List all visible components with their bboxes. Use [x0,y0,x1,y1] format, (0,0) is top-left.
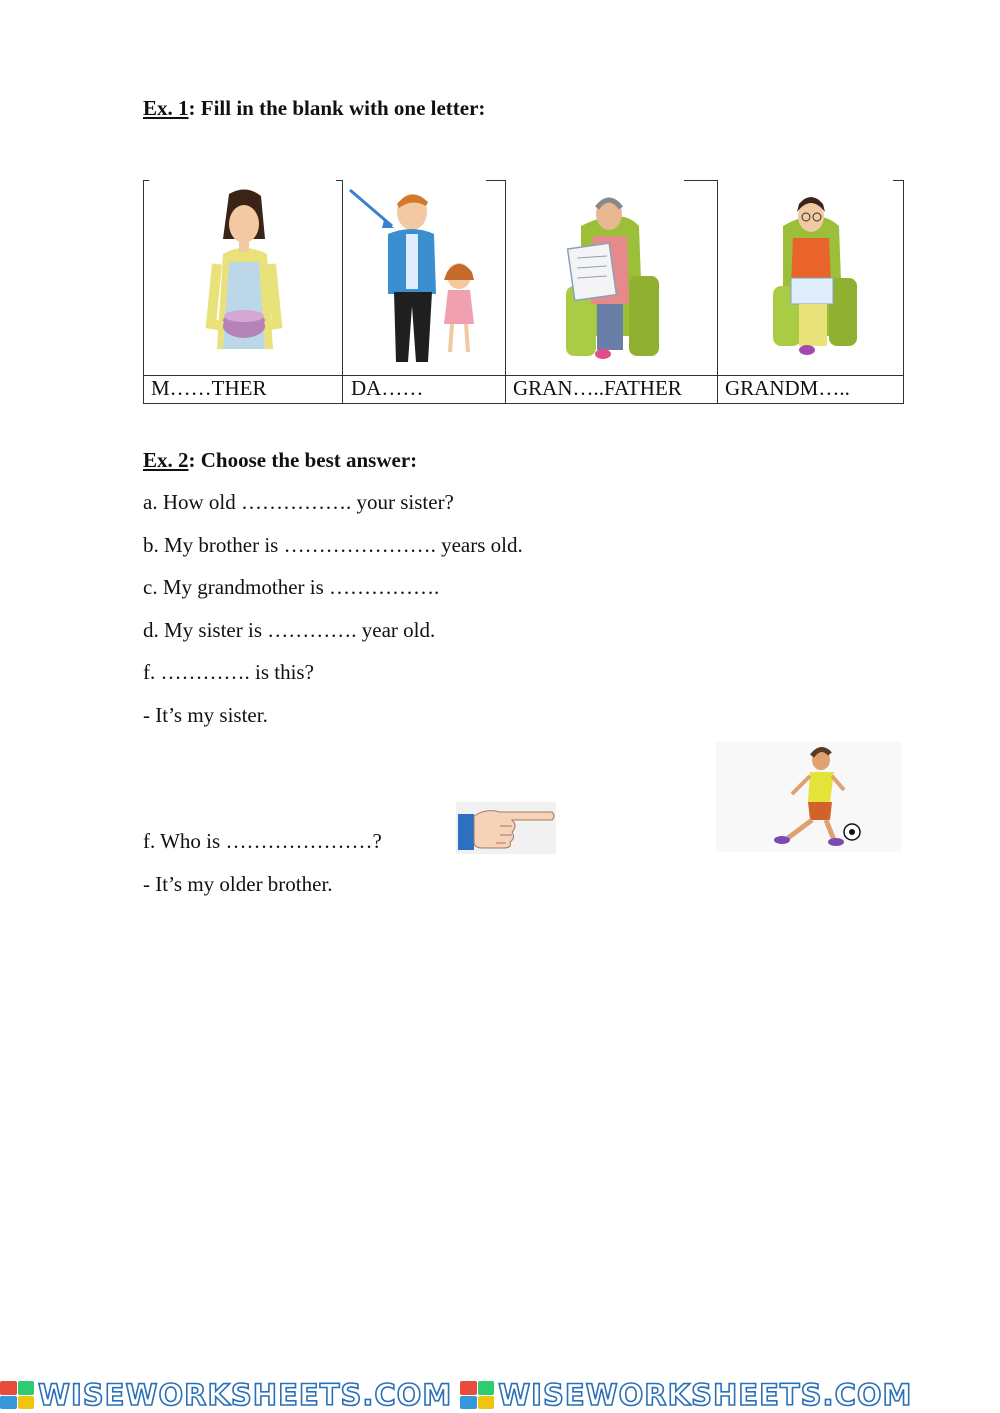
grandfather-illustration [511,186,711,370]
watermark-logo-icon [460,1381,494,1409]
caption-grandfather: GRAN…..FATHER [513,376,682,400]
ex1-heading [143,96,485,121]
watermark-logo-icon [0,1381,34,1409]
ex2-number: Ex. 2 [143,448,189,472]
watermark-text: WISEWORKSHEETS.COM [498,1378,913,1412]
question-f1: f. …………. is this? [143,660,314,684]
caption-mother: M……THER [151,376,267,400]
ex1-picture-table [143,180,904,404]
ex2-title: : Choose the best answer: [188,448,418,472]
answer-f2: - It’s my older brother. [143,872,333,896]
question-a: a. How old ……………. your sister? [143,490,454,514]
dad-and-daughter-illustration [344,184,504,374]
watermark-banner [0,1377,1000,1413]
ex1-number: Ex. 1 [143,96,189,120]
mother-illustration [151,184,336,354]
question-c: c. My grandmother is ……………. [143,575,440,599]
watermark-text: WISEWORKSHEETS.COM [38,1378,453,1412]
caption-dad: DA…… [351,376,424,400]
grandmother-illustration [721,186,901,370]
caption-grandmother: GRANDM….. [725,376,850,400]
question-d: d. My sister is …………. year old. [143,618,436,642]
question-f2: f. Who is …………………? [143,829,382,853]
boy-playing-football-illustration [716,742,901,852]
pointing-hand-icon [456,802,556,854]
question-b: b. My brother is …………………. years old. [143,533,523,557]
ex1-title: : Fill in the blank with one letter: [188,96,486,120]
answer-f1: - It’s my sister. [143,703,268,727]
ex2-heading [143,448,417,473]
